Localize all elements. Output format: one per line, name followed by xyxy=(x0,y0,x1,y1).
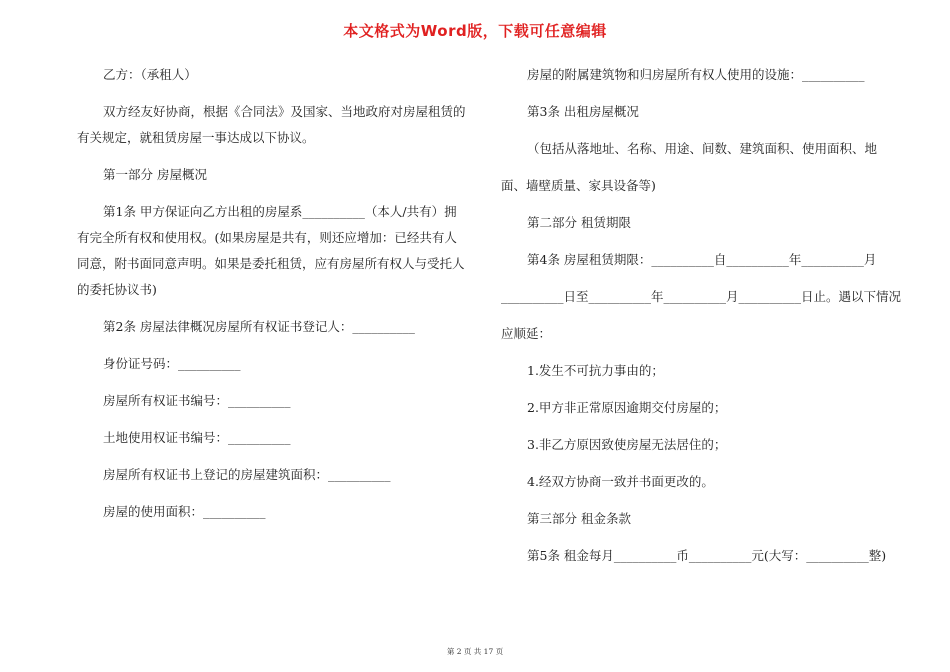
list-item: 3.非乙方原因致使房屋无法居住的； xyxy=(527,437,727,452)
section-heading: 第三部分 租金条款 xyxy=(527,511,631,526)
text-line: 第1条 甲方保证向乙方出租的房屋系__________（本人/共有）拥 xyxy=(103,204,457,219)
section-heading: 第3条 出租房屋概况 xyxy=(527,104,639,119)
text-line: 房屋所有权证书上登记的房屋建筑面积：__________ xyxy=(103,467,391,482)
text-line: 有关规定，就租赁房屋一事达成以下协议。 xyxy=(77,130,315,145)
text-line: 房屋的使用面积：__________ xyxy=(103,504,266,519)
text-line: 乙方：（承租人） xyxy=(103,67,197,82)
text-line: 第5条 租金每月__________币__________元(大写：__________整) xyxy=(527,548,887,563)
text-line: 面、墙壁质量、家具设备等) xyxy=(501,178,656,193)
text-line: 房屋的附属建筑物和归房屋所有权人使用的设施：__________ xyxy=(527,67,865,82)
text-line: 同意，附书面同意声明。如果是委托租赁，应有房屋所有权人与受托人 xyxy=(77,256,465,271)
text-line: 房屋所有权证书编号：__________ xyxy=(103,393,291,408)
section-heading: 第二部分 租赁期限 xyxy=(527,215,631,230)
text-line: 的委托协议书) xyxy=(77,282,157,297)
text-line: 身份证号码：__________ xyxy=(103,356,241,371)
text-line: 第2条 房屋法律概况房屋所有权证书登记人：__________ xyxy=(103,319,415,334)
section-heading: 第一部分 房屋概况 xyxy=(103,167,207,182)
text-line: 土地使用权证书编号：__________ xyxy=(103,430,291,445)
format-banner: 本文格式为Word版，下载可任意编辑 xyxy=(343,22,607,40)
left-column xyxy=(77,64,475,538)
text-line: 第4条 房屋租赁期限：__________自__________年__________月 xyxy=(527,252,877,267)
text-line: 双方经友好协商，根据《合同法》及国家、当地政府对房屋租赁的 xyxy=(103,104,466,119)
text-line: 有完全所有权和使用权。(如果房屋是共有，则还应增加：已经共有人 xyxy=(77,230,457,245)
text-line: 应顺延： xyxy=(501,326,552,341)
list-item: 2.甲方非正常原因逾期交付房屋的； xyxy=(527,400,727,415)
right-column xyxy=(501,64,901,582)
list-item: 1.发生不可抗力事由的； xyxy=(527,363,664,378)
page-number: 第 2 页 共 17 页 xyxy=(446,647,504,656)
text-line: __________日至__________年__________月__________日止。遇以下情况 xyxy=(501,289,902,304)
text-line: （包括从落地址、名称、用途、间数、建筑面积、使用面积、地 xyxy=(527,141,878,156)
list-item: 4.经双方协商一致并书面更改的。 xyxy=(527,474,714,489)
